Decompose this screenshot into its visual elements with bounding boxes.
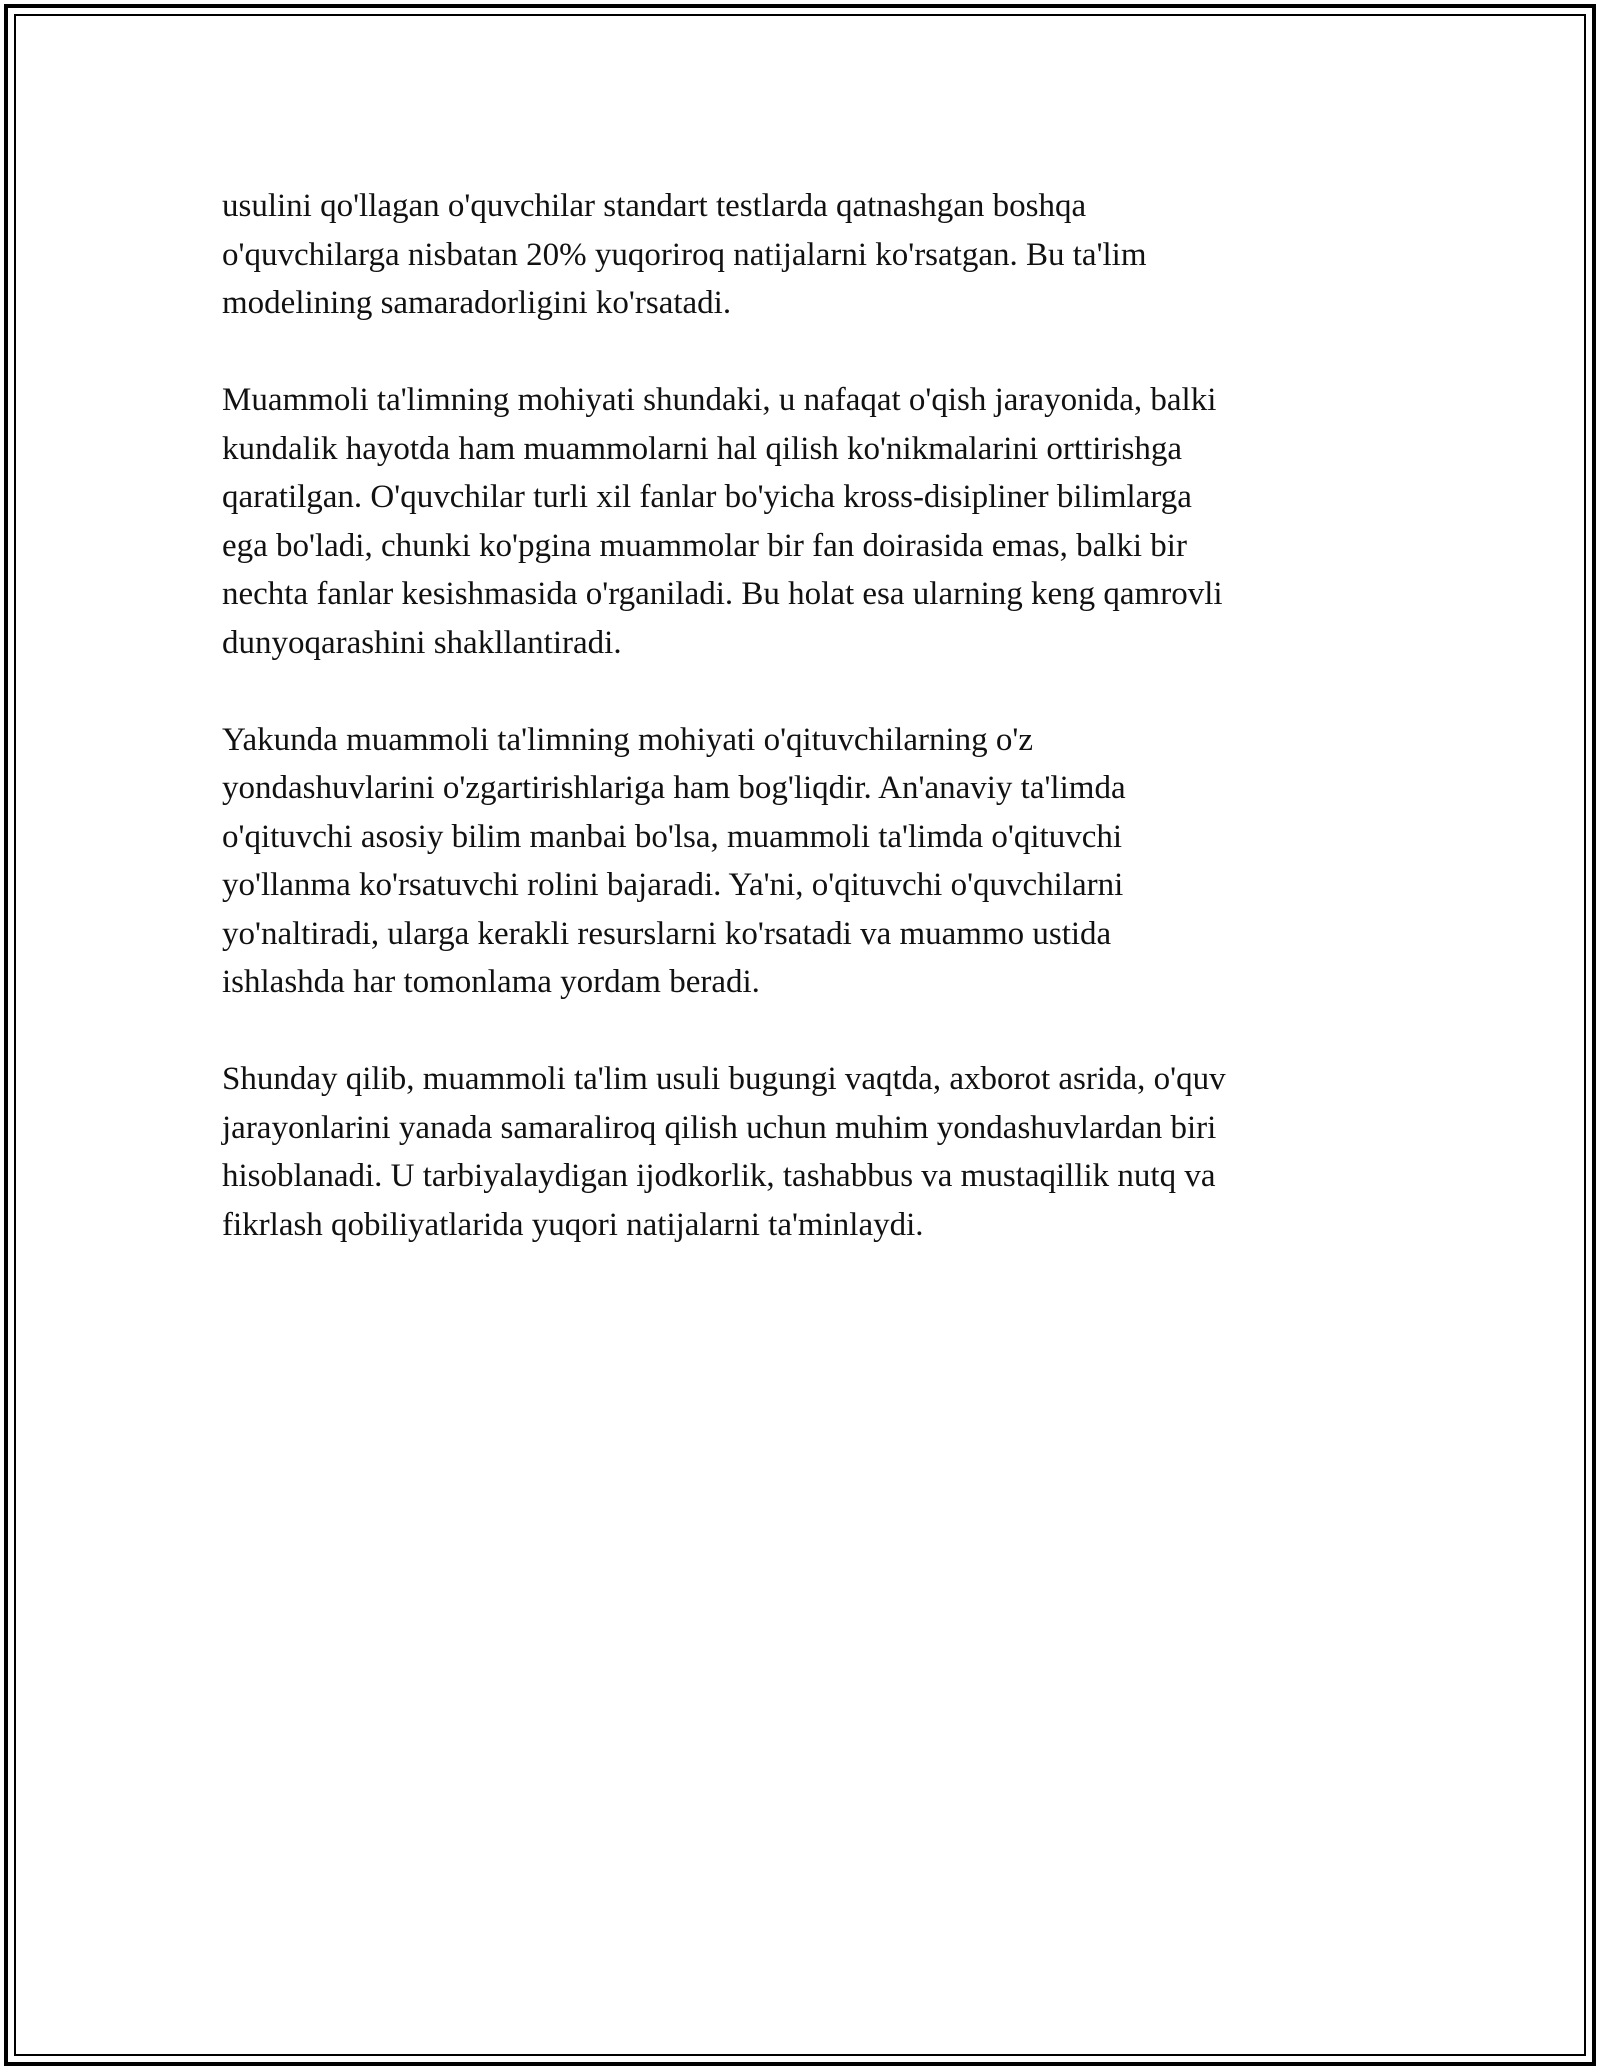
paragraph-1: usulini qo'llagan o'quvchilar standart testlarda qatnashgan boshqa o'quvchilarga nisbatan 20% yuqoriroq natijalarni ko'rsatgan. Bu ta'lim modelining samaradorligini ko'rsatadi.: [222, 188, 1147, 321]
paragraph-3: Yakunda muammoli ta'limning mohiyati o'qituvchilarning o'z yondashuvlarini o'zgartirishlariga ham bog'liqdir. An'anaviy ta'limda o'qituvchi asosiy bilim manbai bo'lsa, muammoli ta'limda o'qituvchi yo'llanma ko'rsatuvchi rolini bajaradi. Ya'ni, o'qituvchi o'quvchilarni yo'naltiradi, ularga kerakli resurslarni ko'rsatadi va muammo ustida ishlashda har tomonlama yordam beradi.: [222, 721, 1126, 1000]
paragraph-4: Shunday qilib, muammoli ta'lim usuli bugungi vaqtda, axborot asrida, o'quv jarayonlarini yanada samaraliroq qilish uchun muhim yondashuvlardan biri hisoblanadi. U tarbiyalaydigan ijodkorlik, tashabbus va mustaqillik nutq va fikrlash qobiliyatlarida yuqori natijalarni ta'minlaydi.: [222, 1061, 1226, 1243]
document-body: [222, 182, 1362, 1298]
paragraph-2: Muammoli ta'limning mohiyati shundaki, u nafaqat o'qish jarayonida, balki kundalik hayotda ham muammolarni hal qilish ko'nikmalarini orttirishga qaratilgan. O'quvchilar turli xil fanlar bo'yicha kross-disipliner bilimlarga ega bo'ladi, chunki ko'pgina muammolar bir fan doirasida emas, balki bir nechta fanlar kesishmasida o'rganiladi. Bu holat esa ularning keng qamrovli dunyoqarashini shakllantiradi.: [222, 382, 1223, 661]
